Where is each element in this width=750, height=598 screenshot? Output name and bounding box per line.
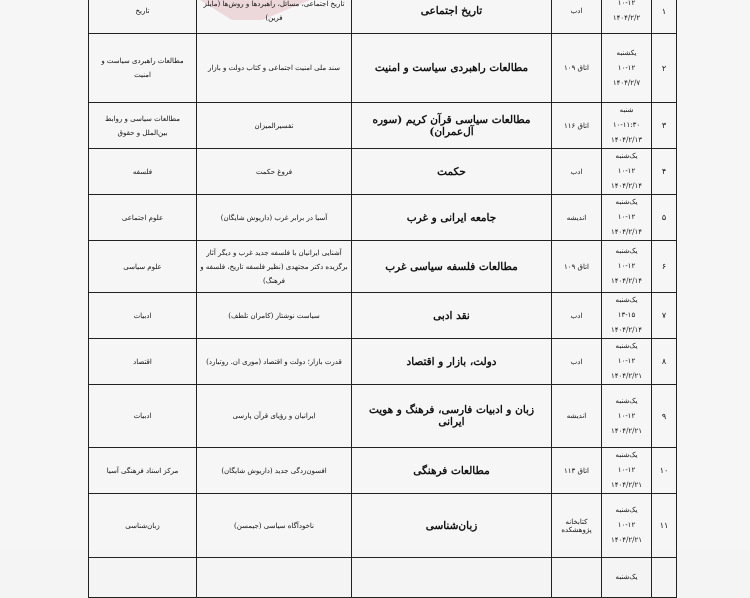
field-cell: تاریخ: [89, 0, 197, 34]
source-cell: افسون‌زدگی جدید (داریوش شایگان): [197, 448, 352, 494]
location-cell: ادب: [552, 149, 602, 195]
date-line: ۱۰-۱۲: [617, 63, 636, 72]
row-number: ۱۰: [652, 448, 677, 494]
date-cell: [602, 558, 652, 598]
date-line: ۱۴۰۴/۲/۷: [612, 78, 641, 87]
field-cell: زبان‌شناسی: [89, 494, 197, 558]
date-cell: [602, 448, 652, 494]
table-row: [89, 149, 677, 195]
date-line: ۱۴۰۴/۲/۲۱: [610, 536, 643, 544]
location-cell: اندیشه: [552, 385, 602, 448]
date-cell: [602, 149, 652, 195]
date-cell: [602, 0, 652, 34]
date-line: یک‌شنبه: [615, 396, 638, 405]
date-line: ۱۰-۱۲: [617, 466, 636, 474]
table-row: [89, 494, 677, 558]
source-cell: آسیا در برابر غرب (داریوش شایگان): [197, 195, 352, 241]
row-number: ۱: [652, 0, 677, 34]
source-cell: تفسیرالمیزان: [197, 103, 352, 149]
date-line: ۱۰-۱۲: [617, 411, 636, 420]
course-title: مطالعات فرهنگی: [352, 448, 552, 494]
table-row: [89, 195, 677, 241]
location-cell: [552, 558, 602, 598]
date-line: ۱۴۰۴/۲/۲۱: [610, 372, 643, 380]
field-cell: مطالعات سیاسی و روابط بین‌الملل و حقوق: [89, 103, 197, 149]
row-number: ۵: [652, 195, 677, 241]
date-line: ۱۴۰۴/۲/۱۴: [610, 326, 643, 334]
field-cell: ادبیات: [89, 293, 197, 339]
date-line: یک‌شنبه: [615, 506, 638, 514]
source-cell: ایرانیان و رؤیای قرآن پارسی: [197, 385, 352, 448]
source-cell: [197, 558, 352, 598]
date-cell: [602, 385, 652, 448]
row-number: ۲: [652, 34, 677, 103]
location-cell: ادب: [552, 339, 602, 385]
table-row: [89, 558, 677, 598]
field-cell: علوم اجتماعی: [89, 195, 197, 241]
location-cell: ادب: [552, 0, 602, 34]
date-cell: [602, 339, 652, 385]
date-cell: [602, 195, 652, 241]
course-title: دولت، بازار و اقتصاد: [352, 339, 552, 385]
course-title: مطالعات فلسفه سیاسی غرب: [352, 241, 552, 293]
date-line: ۱۴۰۴/۲/۲: [612, 14, 641, 22]
table-row: [89, 103, 677, 149]
date-cell: [602, 103, 652, 149]
row-number: ۹: [652, 385, 677, 448]
course-title: جامعه ایرانی و غرب: [352, 195, 552, 241]
date-line: یک‌شنبه: [615, 573, 638, 581]
row-number: ۶: [652, 241, 677, 293]
date-cell: [602, 34, 652, 103]
location-cell: ادب: [552, 293, 602, 339]
location-cell: اتاق ۱۰۹: [552, 34, 602, 103]
date-line: ۱۰-۱۲: [617, 0, 636, 7]
field-cell: اقتصاد: [89, 339, 197, 385]
row-number: ۷: [652, 293, 677, 339]
date-line: یک‌شنبه: [615, 451, 638, 459]
source-cell: سند ملی امنیت اجتماعی و کتاب دولت و بازار: [197, 34, 352, 103]
source-cell: تاریخ اجتماعی، مسائل، راهبردها و روش‌ها (مایلز فرین): [197, 0, 352, 34]
location-cell: اتاق ۱۰۹: [552, 241, 602, 293]
date-line: ۱۴۰۴/۲/۲۱: [610, 481, 643, 489]
date-line: ۱۴۰۴/۲/۱۴: [610, 228, 643, 236]
course-title: مطالعات راهبردی سیاست و امنیت: [352, 34, 552, 103]
location-cell: کتابخانه پژوهشکده: [552, 494, 602, 558]
location-cell: اندیشه: [552, 195, 602, 241]
field-cell: ادبیات: [89, 385, 197, 448]
field-cell: علوم سیاسی: [89, 241, 197, 293]
row-number: ۴: [652, 149, 677, 195]
table-row: [89, 448, 677, 494]
field-cell: مرکز اسناد فرهنگی آسیا: [89, 448, 197, 494]
schedule-table: [88, 0, 677, 598]
course-title: حکمت: [352, 149, 552, 195]
field-cell: فلسفه: [89, 149, 197, 195]
course-title: تاریخ اجتماعی: [352, 0, 552, 34]
date-line: یک‌شنبه: [615, 342, 638, 350]
date-line: یک‌شنبه: [615, 296, 638, 304]
date-line: ۱۰-۱۲: [617, 167, 636, 175]
date-line: ۱۰-۱۱:۳۰: [612, 121, 641, 129]
date-line: ۱۴۰۴/۲/۲۱: [610, 426, 643, 435]
location-cell: اتاق ۱۱۶: [552, 103, 602, 149]
course-title: مطالعات سیاسی قرآن کریم (سوره آل‌عمران): [352, 103, 552, 149]
date-line: ۱۴۰۴/۲/۱۴: [610, 277, 643, 285]
row-number: ۳: [652, 103, 677, 149]
table-row: [89, 339, 677, 385]
source-cell: سیاست نوشتار (کامران تلطف): [197, 293, 352, 339]
date-line: یک‌شنبه: [615, 152, 638, 160]
source-cell: قدرت بازار؛ دولت و اقتصاد (موری ان. روتبارد): [197, 339, 352, 385]
date-line: یکشنبه: [616, 48, 637, 57]
source-cell: فروغ حکمت: [197, 149, 352, 195]
date-line: ۱۰-۱۲: [617, 521, 636, 529]
date-line: یک‌شنبه: [615, 198, 638, 206]
course-title: نقد ادبی: [352, 293, 552, 339]
table-row: [89, 34, 677, 103]
date-line: یک‌شنبه: [615, 247, 638, 255]
date-line: شنبه: [619, 106, 634, 114]
date-line: ۱۰-۱۲: [617, 357, 636, 365]
date-cell: [602, 494, 652, 558]
row-number: ۱۱: [652, 494, 677, 558]
field-cell: [89, 558, 197, 598]
date-line: ۱۳-۱۵: [617, 311, 636, 319]
course-title: [352, 558, 552, 598]
field-cell: مطالعات راهبردی سیاست و امنیت: [89, 34, 197, 103]
source-cell: ناخودآگاه سیاسی (جیمسن): [197, 494, 352, 558]
table-row: [89, 0, 677, 34]
row-number: ۸: [652, 339, 677, 385]
table-row: [89, 293, 677, 339]
table-row: [89, 385, 677, 448]
source-cell: آشنایی ایرانیان با فلسفه جدید غرب و دیگر آثار برگزیده دکتر مجتهدی (نظیر فلسفه تاریخ، فلسفه و فرهنگ): [197, 241, 352, 293]
date-cell: [602, 241, 652, 293]
date-line: ۱۰-۱۲: [617, 262, 636, 270]
table-row: [89, 241, 677, 293]
schedule-table-body: [89, 0, 677, 598]
row-number: [652, 558, 677, 598]
course-title: زبان‌شناسی: [352, 494, 552, 558]
location-cell: اتاق ۱۱۳: [552, 448, 602, 494]
date-cell: [602, 293, 652, 339]
date-line: ۱۴۰۴/۲/۱۳: [610, 136, 643, 144]
date-line: ۱۰-۱۲: [617, 213, 636, 221]
date-line: ۱۴۰۴/۲/۱۴: [610, 182, 643, 190]
course-title: زبان و ادبیات فارسی، فرهنگ و هویت ایرانی: [352, 385, 552, 448]
